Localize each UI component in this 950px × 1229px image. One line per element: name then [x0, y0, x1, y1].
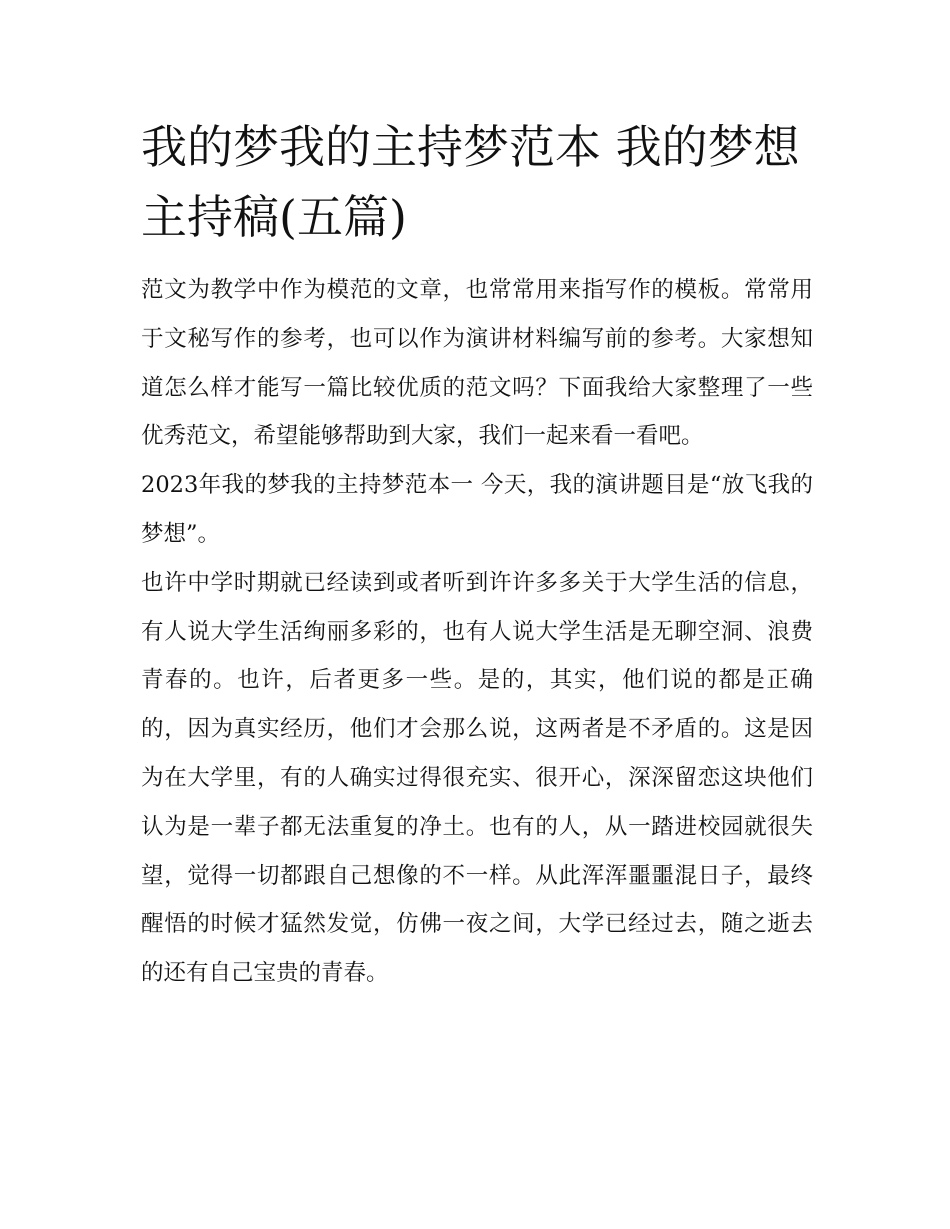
document-body	[141, 112, 813, 998]
document-title: 我的梦我的主持梦范本 我的梦想主持稿(五篇)	[141, 120, 800, 244]
intro-paragraph: 范文为教学中作为模范的文章，也常常用来指写作的模板。常常用于文秘写作的参考，也可以作为演讲材料编写前的参考。大家想知道怎么样才能写一篇比较优质的范文吗？下面我给大家整理了一些优秀范文，希望能够帮助到大家，我们一起来看一看吧。	[141, 277, 813, 450]
section-heading-paragraph: 2023年我的梦我的主持梦范本一 今天，我的演讲题目是“放飞我的梦想”。	[141, 472, 813, 547]
body-paragraph: 也许中学时期就已经读到或者听到许许多多关于大学生活的信息，有人说大学生活绚丽多彩的，也有人说大学生活是无聊空洞、浪费青春的。也许，后者更多一些。是的，其实，他们说的都是正确的，因为真实经历，他们才会那么说，这两者是不矛盾的。这是因为在大学里，有的人确实过得很充实、很开心，深深留恋这块他们认为是一辈子都无法重复的净土。也有的人，从一踏进校园就很失望，觉得一切都跟自己想像的不一样。从此浑浑噩噩混日子，最终醒悟的时候才猛然发觉，仿佛一夜之间，大学已经过去，随之逝去的还有自己宝贵的青春。	[141, 569, 813, 987]
